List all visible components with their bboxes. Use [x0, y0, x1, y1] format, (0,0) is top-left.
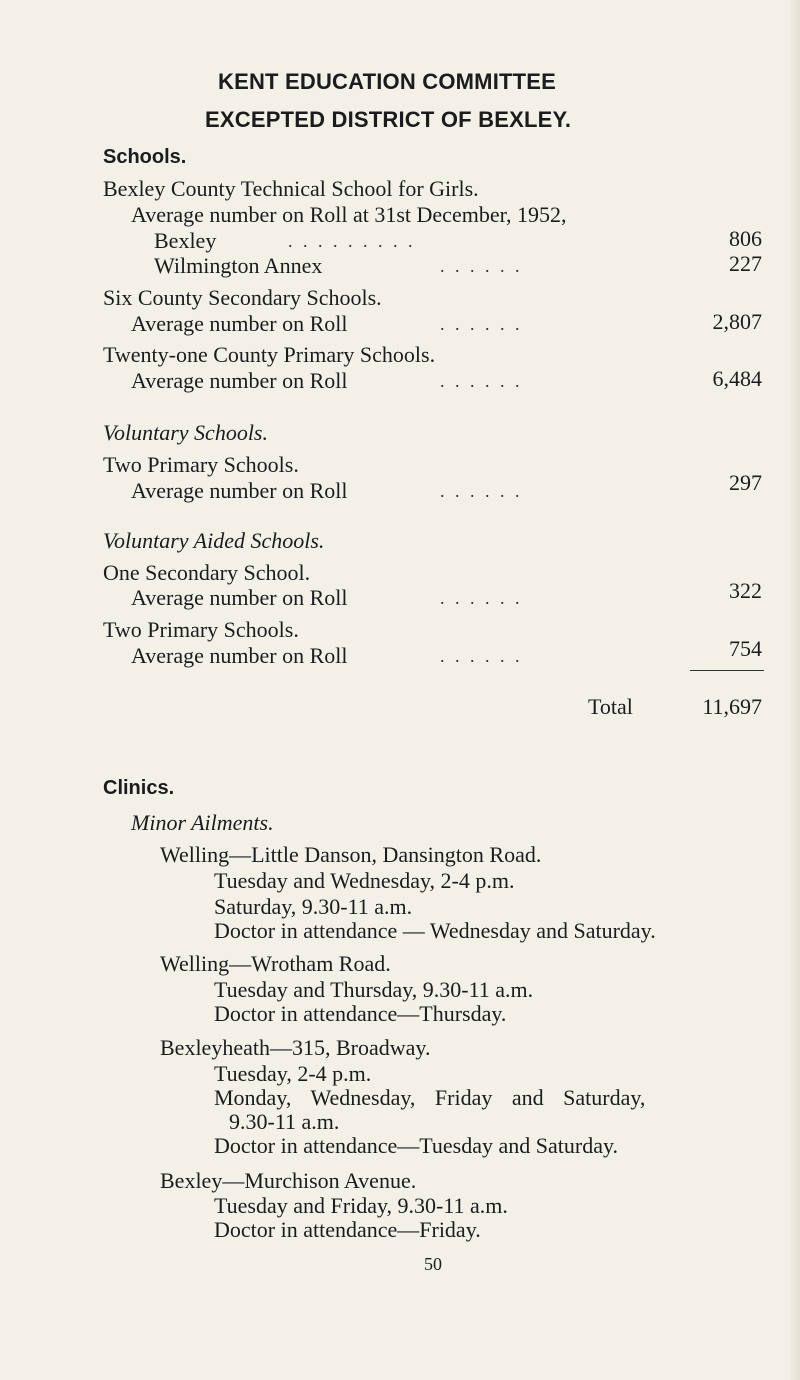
clinic-place: Bexley—Murchison Avenue.: [160, 1168, 417, 1193]
secondary-schools-name: Six County Secondary Schools.: [103, 285, 382, 310]
primary-roll-label: Average number on Roll: [131, 368, 348, 393]
voluntary-roll-value: 297: [729, 470, 762, 495]
dot-leader: . . . . . .: [440, 314, 523, 334]
clinic-doctor: Doctor in attendance—Friday.: [214, 1217, 481, 1242]
clinic-place: Welling—Wrotham Road.: [160, 951, 391, 976]
aided-primary-roll-label: Average number on Roll: [131, 643, 348, 668]
primary-schools-name: Twenty-one County Primary Schools.: [103, 342, 436, 367]
dot-leader: . . . . . .: [440, 256, 523, 276]
clinic-hours: Tuesday and Wednesday, 2-4 p.m.: [214, 868, 515, 893]
wilmington-label: Wilmington Annex: [154, 253, 323, 278]
clinic-hours: Monday, Wednesday, Friday and Saturday,: [214, 1085, 646, 1110]
aided-secondary-name: One Secondary School.: [103, 560, 311, 585]
clinic-doctor: Doctor in attendance—Thursday.: [214, 1001, 507, 1026]
voluntary-aided-heading: Voluntary Aided Schools.: [103, 528, 325, 553]
technical-school-name: Bexley County Technical School for Girls.: [103, 176, 479, 201]
voluntary-roll-label: Average number on Roll: [131, 478, 348, 503]
aided-secondary-roll-value: 322: [729, 578, 762, 603]
clinic-hours: Tuesday and Thursday, 9.30-11 a.m.: [214, 977, 534, 1002]
district-title: EXCEPTED DISTRICT OF BEXLEY.: [205, 107, 572, 132]
page-edge: [790, 0, 800, 1380]
voluntary-heading: Voluntary Schools.: [103, 420, 268, 445]
total-label: Total: [588, 694, 633, 719]
aided-primary-roll-value: 754: [729, 636, 762, 661]
wilmington-value: 227: [729, 251, 762, 276]
voluntary-primary-name: Two Primary Schools.: [103, 452, 299, 477]
bexley-label: Bexley: [154, 228, 217, 253]
bexley-value: 806: [729, 226, 762, 251]
secondary-roll-label: Average number on Roll: [131, 311, 348, 336]
page-number: 50: [424, 1254, 442, 1274]
dot-leader: . . . . . . . . .: [288, 231, 416, 251]
clinic-doctor: Doctor in attendance—Tuesday and Saturday.: [214, 1133, 619, 1158]
total-value: 11,697: [702, 694, 762, 719]
clinic-hours: Saturday, 9.30-11 a.m.: [214, 894, 413, 919]
committee-title: KENT EDUCATION COMMITTEE: [218, 69, 557, 94]
clinic-hours: 9.30-11 a.m.: [229, 1109, 340, 1134]
clinic-doctor: Doctor in attendance — Wednesday and Saturday.: [214, 918, 656, 943]
schools-heading: Schools.: [103, 146, 187, 168]
aided-secondary-roll-label: Average number on Roll: [131, 585, 348, 610]
clinic-place: Bexleyheath—315, Broadway.: [160, 1035, 431, 1060]
minor-ailments-heading: Minor Ailments.: [131, 810, 274, 835]
dot-leader: . . . . . .: [440, 646, 523, 666]
total-rule: [690, 670, 764, 671]
clinics-heading: Clinics.: [103, 777, 175, 799]
secondary-roll-value: 2,807: [712, 309, 762, 334]
clinic-hours: Tuesday and Friday, 9.30-11 a.m.: [214, 1193, 508, 1218]
dot-leader: . . . . . .: [440, 588, 523, 608]
dot-leader: . . . . . .: [440, 371, 523, 391]
dot-leader: . . . . . .: [440, 481, 523, 501]
aided-primary-name: Two Primary Schools.: [103, 617, 299, 642]
technical-roll-label: Average number on Roll at 31st December, 1952,: [131, 202, 567, 227]
clinic-hours: Tuesday, 2-4 p.m.: [214, 1061, 372, 1086]
clinic-place: Welling—Little Danson, Dansington Road.: [160, 842, 542, 867]
primary-roll-value: 6,484: [712, 366, 762, 391]
